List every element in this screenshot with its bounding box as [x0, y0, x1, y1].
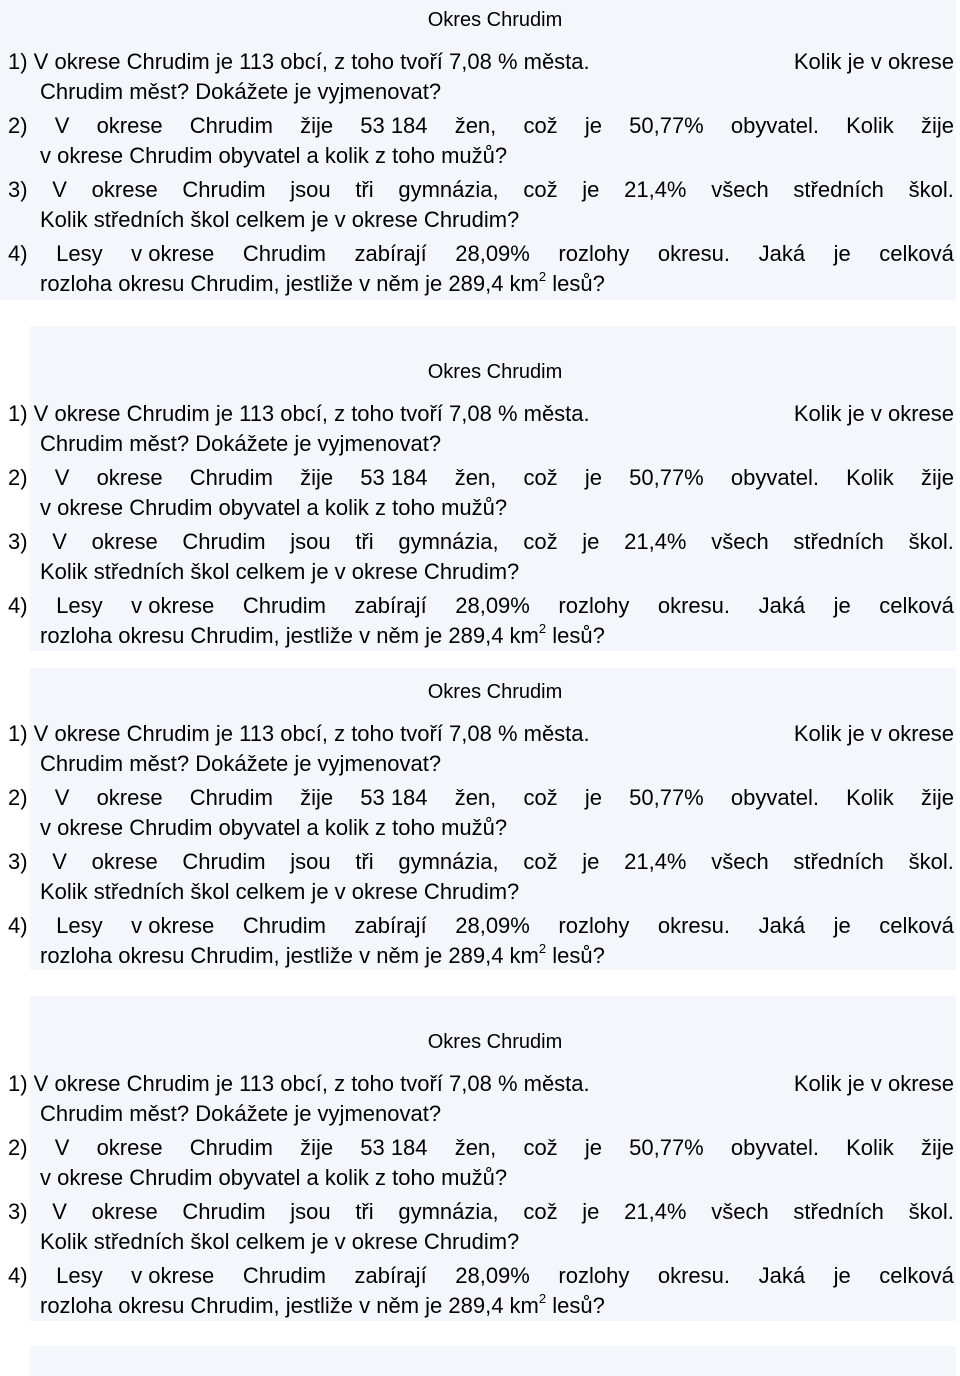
word: žije	[920, 1135, 954, 1160]
word: okrese	[96, 785, 163, 810]
word: Chrudim	[182, 529, 266, 554]
word: okrese	[91, 529, 158, 554]
word: všech	[711, 177, 769, 202]
word: je	[582, 177, 600, 202]
word: rozlohy	[558, 913, 630, 938]
word: 28,09%	[455, 241, 530, 266]
word: škol.	[908, 1199, 954, 1224]
word: gymnázia,	[398, 849, 499, 874]
word: škol.	[908, 849, 954, 874]
word: tři	[355, 849, 374, 874]
word: je	[584, 465, 602, 490]
word: 2)	[8, 465, 28, 490]
word: Chrudim	[189, 1135, 273, 1160]
word: Kolik	[846, 113, 894, 138]
word: Chrudim	[189, 113, 273, 138]
word: žije	[300, 465, 334, 490]
word: rozlohy	[558, 1263, 630, 1288]
word: 2)	[8, 113, 28, 138]
task-2-line-2: v okrese Chrudim obyvatel a kolik z toho mužů?	[40, 143, 508, 168]
word: Lesy	[56, 1263, 103, 1288]
word: V	[52, 1199, 67, 1224]
word: okrese	[96, 465, 163, 490]
word: je	[584, 1135, 602, 1160]
word: škol.	[908, 529, 954, 554]
word: všech	[711, 849, 769, 874]
word: 50,77%	[629, 465, 704, 490]
word: 3)	[8, 849, 28, 874]
word: žen,	[454, 785, 497, 810]
word: okrese	[96, 113, 163, 138]
word: což	[523, 529, 558, 554]
task-1-text: 1) V okrese Chrudim je 113 obcí, z toho tvoří 7,08 % města.	[8, 401, 590, 426]
task-3-line-2: Kolik středních škol celkem je v okrese Chrudim?	[40, 559, 520, 584]
word: je	[833, 241, 851, 266]
task-4-line-1	[8, 1260, 954, 1291]
word: 28,09%	[455, 913, 530, 938]
word: žije	[920, 465, 954, 490]
word: 4)	[8, 593, 28, 618]
word: což	[523, 849, 558, 874]
task-1-line-2: Chrudim měst? Dokážete je vyjmenovat?	[40, 431, 442, 456]
task-1-text-end: Kolik je v okrese	[793, 721, 954, 746]
word: Kolik	[846, 785, 894, 810]
task-4-text: rozloha okresu Chrudim, jestliže v něm je 289,4 km	[40, 623, 539, 648]
block-heading: Okres Chrudim	[427, 1031, 563, 1053]
word: Chrudim	[182, 177, 266, 202]
highlight-band-5	[30, 1346, 956, 1376]
task-1-text-end: Kolik je v okrese	[793, 1071, 954, 1096]
task-4-text-end: lesů?	[546, 943, 605, 968]
word: 4)	[8, 241, 28, 266]
word: žije	[300, 113, 334, 138]
word: celková	[879, 913, 954, 938]
word: 53 184	[360, 465, 428, 490]
word: tři	[355, 1199, 374, 1224]
block-heading: Okres Chrudim	[427, 361, 563, 383]
task-2-line-1	[8, 110, 954, 141]
word: 21,4%	[624, 849, 687, 874]
task-4-text: rozloha okresu Chrudim, jestliže v něm je 289,4 km	[40, 271, 539, 296]
word: v okrese	[131, 1263, 215, 1288]
word: což	[523, 177, 558, 202]
task-1-line-1	[8, 1068, 954, 1099]
task-3-line-2: Kolik středních škol celkem je v okrese Chrudim?	[40, 207, 520, 232]
word: Jaká	[758, 241, 806, 266]
word: 3)	[8, 529, 28, 554]
word: zabírají	[354, 241, 427, 266]
word: 3)	[8, 177, 28, 202]
word: Kolik	[846, 465, 894, 490]
task-4-text-end: lesů?	[546, 271, 605, 296]
word: Jaká	[758, 913, 806, 938]
word: tři	[355, 177, 374, 202]
word: 21,4%	[624, 177, 687, 202]
block-heading: Okres Chrudim	[427, 681, 563, 703]
task-1-text: 1) V okrese Chrudim je 113 obcí, z toho tvoří 7,08 % města.	[8, 49, 590, 74]
task-4-line-2	[40, 940, 605, 971]
word: okresu.	[657, 1263, 731, 1288]
word: obyvatel.	[730, 1135, 819, 1160]
word: Chrudim	[242, 913, 326, 938]
task-3-line-1	[8, 1196, 954, 1227]
word: Chrudim	[182, 849, 266, 874]
task-4-text: rozloha okresu Chrudim, jestliže v něm je 289,4 km	[40, 943, 539, 968]
word: v okrese	[131, 913, 215, 938]
word: žen,	[454, 113, 497, 138]
word: Chrudim	[182, 1199, 266, 1224]
task-3-line-2: Kolik středních škol celkem je v okrese Chrudim?	[40, 1229, 520, 1254]
word: je	[584, 785, 602, 810]
word: žen,	[454, 465, 497, 490]
task-4-text: rozloha okresu Chrudim, jestliže v něm je 289,4 km	[40, 1293, 539, 1318]
word: je	[582, 529, 600, 554]
word: je	[833, 913, 851, 938]
word: žije	[300, 1135, 334, 1160]
task-4-line-1	[8, 590, 954, 621]
word: Chrudim	[242, 1263, 326, 1288]
superscript: 2	[538, 620, 547, 636]
task-3-line-1	[8, 846, 954, 877]
word: 4)	[8, 1263, 28, 1288]
word: okrese	[91, 177, 158, 202]
word: 53 184	[360, 785, 428, 810]
word: což	[523, 785, 558, 810]
word: obyvatel.	[730, 113, 819, 138]
task-1-line-2: Chrudim měst? Dokážete je vyjmenovat?	[40, 79, 442, 104]
superscript: 2	[538, 940, 547, 956]
word: 28,09%	[455, 1263, 530, 1288]
word: Jaká	[758, 1263, 806, 1288]
task-4-line-2	[40, 620, 605, 651]
task-1-text-end: Kolik je v okrese	[793, 49, 954, 74]
superscript: 2	[538, 268, 547, 284]
word: 50,77%	[629, 785, 704, 810]
word: což	[523, 1135, 558, 1160]
word: V	[54, 1135, 70, 1160]
word: žije	[920, 113, 954, 138]
word: Lesy	[56, 241, 103, 266]
word: obyvatel.	[730, 785, 819, 810]
task-3-line-1	[8, 526, 954, 557]
word: gymnázia,	[398, 177, 499, 202]
word: je	[584, 113, 602, 138]
word: 50,77%	[629, 1135, 704, 1160]
word: žen,	[454, 1135, 497, 1160]
task-2-line-1	[8, 782, 954, 813]
task-3-line-2: Kolik středních škol celkem je v okrese Chrudim?	[40, 879, 520, 904]
word: celková	[879, 241, 954, 266]
word: Lesy	[56, 913, 103, 938]
word: okresu.	[657, 913, 731, 938]
word: je	[833, 1263, 851, 1288]
word: V	[54, 465, 70, 490]
task-1-line-2: Chrudim měst? Dokážete je vyjmenovat?	[40, 751, 442, 776]
word: jsou	[290, 849, 331, 874]
word: středních	[793, 849, 884, 874]
word: jsou	[290, 529, 331, 554]
word: celková	[879, 1263, 954, 1288]
word: je	[833, 593, 851, 618]
word: 3)	[8, 1199, 28, 1224]
word: Chrudim	[189, 785, 273, 810]
word: Chrudim	[189, 465, 273, 490]
word: rozlohy	[558, 593, 630, 618]
task-4-text-end: lesů?	[546, 1293, 605, 1318]
word: okrese	[96, 1135, 163, 1160]
word: okresu.	[657, 593, 731, 618]
word: rozlohy	[558, 241, 630, 266]
word: 21,4%	[624, 1199, 687, 1224]
task-4-text-end: lesů?	[546, 623, 605, 648]
word: středních	[793, 177, 884, 202]
task-4-line-2	[40, 268, 605, 299]
word: gymnázia,	[398, 1199, 499, 1224]
word: Chrudim	[242, 241, 326, 266]
task-3-line-1	[8, 174, 954, 205]
block-heading: Okres Chrudim	[427, 9, 563, 31]
word: obyvatel.	[730, 465, 819, 490]
word: jsou	[290, 1199, 331, 1224]
word: V	[54, 113, 70, 138]
task-2-line-2: v okrese Chrudim obyvatel a kolik z toho mužů?	[40, 815, 508, 840]
word: 53 184	[360, 113, 428, 138]
word: zabírají	[354, 1263, 427, 1288]
word: což	[523, 113, 558, 138]
word: 50,77%	[629, 113, 704, 138]
word: okresu.	[657, 241, 731, 266]
task-1-line-1	[8, 46, 954, 77]
word: škol.	[908, 177, 954, 202]
task-1-line-1	[8, 718, 954, 749]
word: středních	[793, 1199, 884, 1224]
word: V	[54, 785, 70, 810]
task-1-line-2: Chrudim měst? Dokážete je vyjmenovat?	[40, 1101, 442, 1126]
word: Chrudim	[242, 593, 326, 618]
task-1-text: 1) V okrese Chrudim je 113 obcí, z toho tvoří 7,08 % města.	[8, 1071, 590, 1096]
word: okrese	[91, 1199, 158, 1224]
task-1-line-1	[8, 398, 954, 429]
word: 2)	[8, 785, 28, 810]
word: tři	[355, 529, 374, 554]
task-4-line-1	[8, 910, 954, 941]
word: žije	[920, 785, 954, 810]
word: což	[523, 465, 558, 490]
word: žije	[300, 785, 334, 810]
word: 53 184	[360, 1135, 428, 1160]
word: 21,4%	[624, 529, 687, 554]
word: všech	[711, 529, 769, 554]
word: Jaká	[758, 593, 806, 618]
superscript: 2	[538, 1290, 547, 1306]
word: okrese	[91, 849, 158, 874]
word: jsou	[290, 177, 331, 202]
word: V	[52, 177, 67, 202]
task-1-text: 1) V okrese Chrudim je 113 obcí, z toho tvoří 7,08 % města.	[8, 721, 590, 746]
task-4-line-1	[8, 238, 954, 269]
word: zabírají	[354, 593, 427, 618]
word: gymnázia,	[398, 529, 499, 554]
word: 2)	[8, 1135, 28, 1160]
word: 4)	[8, 913, 28, 938]
word: je	[582, 1199, 600, 1224]
word: 28,09%	[455, 593, 530, 618]
word: v okrese	[131, 593, 215, 618]
task-2-line-1	[8, 462, 954, 493]
task-2-line-2: v okrese Chrudim obyvatel a kolik z toho mužů?	[40, 495, 508, 520]
task-1-text-end: Kolik je v okrese	[793, 401, 954, 426]
word: Kolik	[846, 1135, 894, 1160]
task-4-line-2	[40, 1290, 605, 1321]
task-2-line-1	[8, 1132, 954, 1163]
word: celková	[879, 593, 954, 618]
word: V	[52, 849, 67, 874]
word: V	[52, 529, 67, 554]
word: středních	[793, 529, 884, 554]
word: všech	[711, 1199, 769, 1224]
word: Lesy	[56, 593, 103, 618]
word: zabírají	[354, 913, 427, 938]
word: v okrese	[131, 241, 215, 266]
word: je	[582, 849, 600, 874]
word: což	[523, 1199, 558, 1224]
task-2-line-2: v okrese Chrudim obyvatel a kolik z toho mužů?	[40, 1165, 508, 1190]
